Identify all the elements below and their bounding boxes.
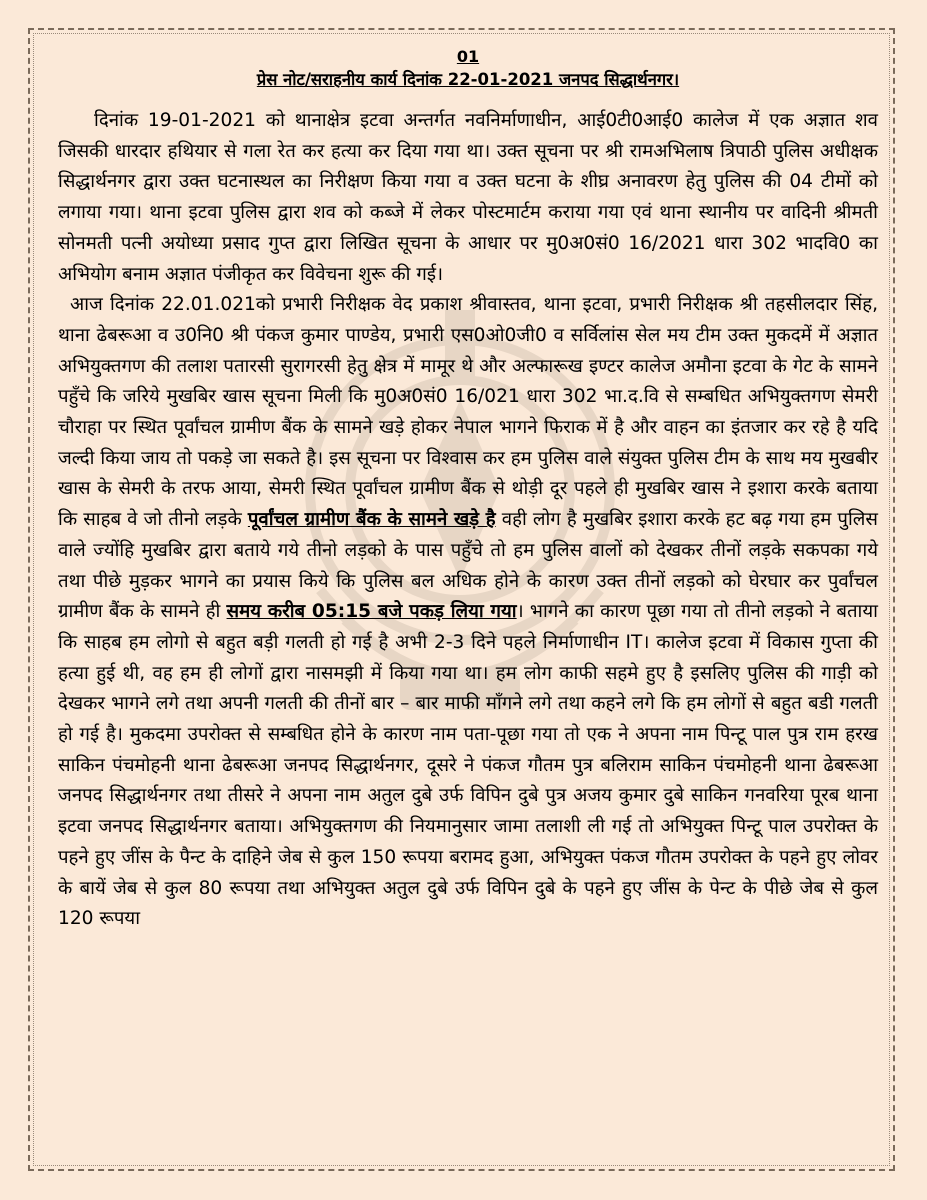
- paragraph-1: दिनांक 19-01-2021 को थानाक्षेत्र इटवा अन्तर्गत नवनिर्माणाधीन, आई0टी0आई0 कालेज में एक अज्ञात शव जिसकी धारदार हथियार से गला रेत कर हत्या कर दिया गया था। उक्त सूचना पर श्री रामअभिलाष त्रिपाठी पुलिस अधीक्षक सिद्धार्थनगर द्वारा उक्त घटनास्थल का निरीक्षण किया गया व उक्त घटना के शीघ्र अनावरण हेतु पुलिस की 04 टीमों को लगाया गया। थाना इटवा पुलिस द्वारा शव को कब्जे में लेकर पोस्टमार्टम कराया गया एवं थाना स्थानीय पर वादिनी श्रीमती सोनमती पत्नी अयोध्या प्रसाद गुप्त द्वारा लिखित सूचना के आधार पर मु0अ0सं0 16/2021 धारा 302 भादवि0 का अभियोग बनाम अज्ञात पंजीकृत कर विवेचना शुरू की गई।: [58, 110, 878, 285]
- page-number: 01: [456, 47, 480, 66]
- emphasis-bank-location: पूर्वांचल ग्रामीण बैंक के सामने खड़े है: [247, 509, 496, 531]
- paragraph-2-text-b: वही लोग है मुखबिर इशारा करके हट बढ़ गया हम पुलिस वाले ज्योंहि मुखबिर द्वारा बताये गये तीनो लड़को के पास पहुँचे तो हम पुलिस वालों को देखकर तीनों लड़के सकपका गये तथा पीछे मुड़कर भागने का प्रयास किये कि पुलिस बल अधिक होने के कारण उक्त तीनों लड़को को घेरघार कर पुर्वांचल ग्रामीण बैंक के सामने ही: [58, 509, 878, 623]
- paragraph-2: [58, 290, 878, 935]
- paragraph-2-text-c: । भागने का कारण पूछा गया तो तीनो लड़को ने बताया कि साहब हम लोगो से बहुत बड़ी गलती हो गई है अभी 2-3 दिने पहले निर्माणाधीन IT। कालेज इटवा में विकास गुप्ता की हत्या हुई थी, वह हम ही लोगों द्वारा नासमझी में किया गया था। हम लोग काफी सहमे हुए है इसलिए पुलिस की गाड़ी को देखकर भागने लगे तथा अपनी गलती की तीनों बार – बार माफी माँगने लगे तथा कहने लगे कि हम लोगों से बहुत बडी गलती हो गई है। मुकदमा उपरोक्त से सम्बधित होने के कारण नाम पता-पूछा गया तो एक ने अपना नाम पिन्टू पाल पुत्र राम हरख साकिन पंचमोहनी थाना ढेबरूआ जनपद सिद्धार्थनगर, दूसरे ने पंकज गौतम पुत्र बलिराम साकिन पंचमोहनी थाना ढेबरूआ जनपद सिद्धार्थनगर तथा तीसरे ने अपना नाम अतुल दुबे उर्फ विपिन दुबे पुत्र अजय कुमार दुबे साकिन गनवरिया पूरब थाना इटवा जनपद सिद्धार्थनगर बताया। अभियुक्तगण की नियमानुसार जामा तलाशी ली गई तो अभियुक्त पिन्टू पाल उपरोक्त के पहने हुए जींस के पैन्ट के दाहिने जेब से कुल 150 रूपया बरामद हुआ, अभियुक्त पंकज गौतम उपरोक्त के पहने हुए लोवर के बायें जेब से कुल 80 रूपया तथा अभियुक्त अतुल दुबे उर्फ विपिन दुबे के पहने हुए जींस के पेन्ट के पीछे जेब से कुल 120 रूपया: [58, 601, 878, 930]
- paragraph-2-text-a: आज दिनांक 22.01.021को प्रभारी निरीक्षक वेद प्रकाश श्रीवास्तव, थाना इटवा, प्रभारी निरीक्षक श्री तहसीलदार सिंह, थाना ढेबरूआ व उ0नि0 श्री पंकज कुमार पाण्डेय, प्रभारी एस0ओ0जी0 व सर्विलांस सेल मय टीम उक्त मुकदमें में अज्ञात अभियुक्तगण की तलाश पतारसी सुरागरसी हेतु क्षेत्र में मामूर थे और अल्फारूख इण्टर कालेज अमौना इटवा के गेट के सामने पहुँचे कि जरिये मुखबिर खास सूचना मिली कि मु0अ0सं0 16/021 धारा 302 भा.द.वि से सम्बधित अभियुक्तगण सेमरी चौराहा पर स्थित पूर्वांचल ग्रामीण बैंक के सामने खड़े होकर नेपाल भागने फिराक में है और वाहन का इंतजार कर रहे है यदि जल्दी किया जाय तो पकड़े जा सकते है। इस सूचना पर विश्वास कर हम पुलिस वाले संयुक्त पुलिस टीम के साथ मय मुखबीर खास के सेमरी के तरफ आया, सेमरी स्थित पूर्वांचल ग्रामीण बैंक से थोड़ी दूर पहले ही मुखबिर खास ने इशारा करके बताया कि साहब वे जो तीनो लड़के: [58, 294, 878, 531]
- document-body: [58, 46, 878, 935]
- document-heading: प्रेस नोट/सराहनीय कार्य दिनांक 22-01-2021 जनपद सिद्धार्थनगर।: [256, 70, 680, 89]
- emphasis-arrest-time: समय करीब 05:15 बजे पकड़ लिया गया: [226, 601, 517, 623]
